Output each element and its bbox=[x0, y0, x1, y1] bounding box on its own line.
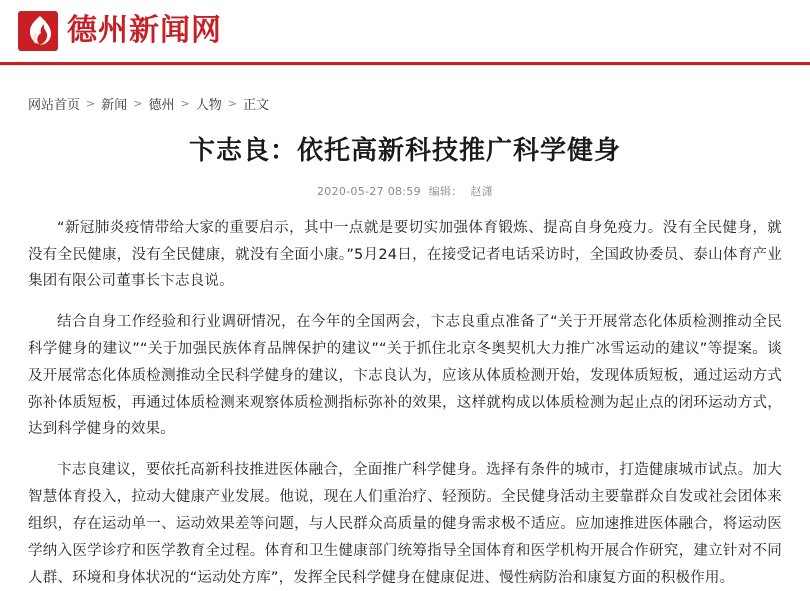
breadcrumb bbox=[28, 94, 782, 113]
breadcrumb-item-current: 正文 bbox=[242, 98, 269, 113]
editor-name: 赵潇 bbox=[470, 184, 494, 198]
breadcrumb-separator: > bbox=[180, 97, 190, 110]
publish-date: 2020-05-27 08:59 bbox=[316, 184, 421, 198]
breadcrumb-item-people[interactable]: 人物 bbox=[195, 98, 222, 113]
article-body bbox=[28, 215, 782, 591]
site-logo[interactable] bbox=[18, 11, 222, 51]
header-divider bbox=[0, 65, 810, 66]
site-name: 德州新闻网 bbox=[67, 13, 222, 48]
article-container bbox=[0, 94, 810, 591]
editor-label: 编辑： bbox=[428, 184, 463, 198]
article-meta bbox=[28, 183, 782, 199]
breadcrumb-separator: > bbox=[86, 97, 96, 110]
breadcrumb-separator: > bbox=[133, 97, 143, 110]
breadcrumb-item-dezhou[interactable]: 德州 bbox=[148, 98, 175, 113]
flame-logo-icon bbox=[18, 11, 58, 51]
breadcrumb-item-home[interactable]: 网站首页 bbox=[28, 98, 81, 113]
site-header bbox=[0, 0, 810, 62]
breadcrumb-item-news[interactable]: 新闻 bbox=[101, 98, 128, 113]
article-paragraph: “新冠肺炎疫情带给大家的重要启示，其中一点就是要切实加强体育锻炼、提高自身免疫力。没有全民健身，就没有全民健康，没有全民健康，就没有全面小康。”5月24日，在接受记者电话采访时，全国政协委员、泰山体育产业集团有限公司董事长卞志良说。 bbox=[28, 219, 782, 290]
breadcrumb-separator: > bbox=[227, 97, 237, 110]
page-title: 卞志良：依托高新科技推广科学健身 bbox=[188, 136, 621, 166]
article-paragraph: 卞志良建议，要依托高新科技推进医体融合，全面推广科学健身。选择有条件的城市，打造健康城市试点。加大智慧体育投入，拉动大健康产业发展。他说，现在人们重治疗、轻预防。全民健身活动主要靠群众自发或社会团体来组织，存在运动单一、运动效果差等问题，与人民群众高质量的健身需求极不适应。应加速推进医体融合，将运动医学纳入医学诊疗和医学教育全过程。体育和卫生健康部门统筹指导全国体育和医学机构开展合作研究，建立针对不同人群、环境和身体状况的“运动处方库”，发挥全民科学健身在健康促进、慢性病防治和康复方面的积极作用。 bbox=[28, 462, 782, 586]
article-paragraph: 结合自身工作经验和行业调研情况，在今年的全国两会，卞志良重点准备了“关于开展常态化体质检测推动全民科学健身的建议”“关于加强民族体育品牌保护的建议”“关于抓住北京冬奥契机大力推广冰雪运动的建议”等提案。谈及开展常态化体质检测推动全民科学健身的建议，卞志良认为，应该从体质检测开始，发现体质短板，通过运动方式弥补体质短板，再通过体质检测来观察体质检测指标弥补的效果，这样就构成以体质检测为起止点的闭环运动方式，达到科学健身的效果。 bbox=[28, 314, 782, 438]
